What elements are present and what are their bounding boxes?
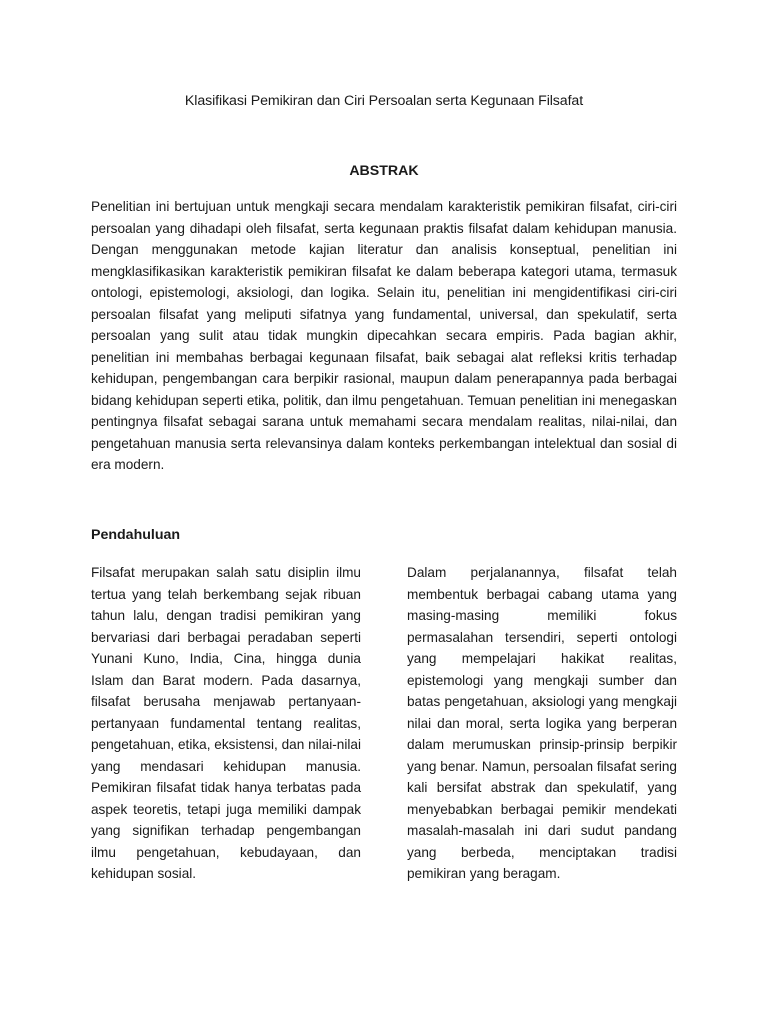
document-title: Klasifikasi Pemikiran dan Ciri Persoalan serta Kegunaan Filsafat [184, 93, 584, 109]
intro-column-right: Dalam perjalanannya, filsafat telah membentuk berbagai cabang utama yang masing-masing memiliki fokus permasalahan tersendiri, seperti ontologi yang mempelajari hakikat realitas, epistemologi yang mengkaji sumber dan batas pengetahuan, aksiologi yang mengkaji nilai dan moral, serta logika yang berperan dalam merumuskan prinsip-prinsip berpikir yang benar. Namun, persoalan filsafat sering kali bersifat abstrak dan spekulatif, yang menyebabkan berbagai pemikir mendekati masalah-masalah ini dari sudut pandang yang berbeda, menciptakan tradisi pemikiran yang beragam. [407, 565, 677, 881]
intro-column-left: Filsafat merupakan salah satu disiplin ilmu tertua yang telah berkembang sejak ribuan tahun lalu, dengan tradisi pemikiran yang bervariasi dari berbagai peradaban seperti Yunani Kuno, India, Cina, hingga dunia Islam dan Barat modern. Pada dasarnya, filsafat berusaha menjawab pertanyaan-pertanyaan fundamental tentang realitas, pengetahuan, etika, eksistensi, dan nilai-nilai yang mendasari kehidupan manusia. Pemikiran filsafat tidak hanya terbatas pada aspek teoretis, tetapi juga memiliki dampak yang signifikan terhadap pengembangan ilmu pengetahuan, kebudayaan, dan kehidupan sosial. [91, 565, 361, 881]
section-heading-pendahuluan: Pendahuluan [91, 527, 181, 543]
abstract-heading: ABSTRAK [349, 163, 419, 179]
abstract-paragraph: Penelitian ini bertujuan untuk mengkaji secara mendalam karakteristik pemikiran filsafat, ciri-ciri persoalan yang dihadapi oleh filsafat, serta kegunaan praktis filsafat dalam kehidupan manusia. Dengan menggunakan metode kajian literatur dan analisis konseptual, penelitian ini mengklasifikasikan karakteristik pemikiran filsafat ke dalam beberapa kategori utama, termasuk ontologi, epistemologi, aksiologi, dan logika. Selain itu, penelitian ini mengidentifikasi ciri-ciri persoalan filsafat yang meliputi sifatnya yang fundamental, universal, dan spekulatif, serta persoalan yang sulit atau tidak mungkin dipecahkan secara empiris. Pada bagian akhir, penelitian ini membahas berbagai kegunaan filsafat, baik sebagai alat refleksi kritis terhadap kehidupan, pengembangan cara berpikir rasional, maupun dalam penerapannya pada berbagai bidang kehidupan seperti etika, politik, dan ilmu pengetahuan. Temuan penelitian ini menegaskan pentingnya filsafat sebagai sarana untuk memahami secara mendalam realitas, nilai-nilai, dan pengetahuan manusia serta relevansinya dalam konteks perkembangan intelektual dan sosial di era modern. [91, 199, 677, 472]
